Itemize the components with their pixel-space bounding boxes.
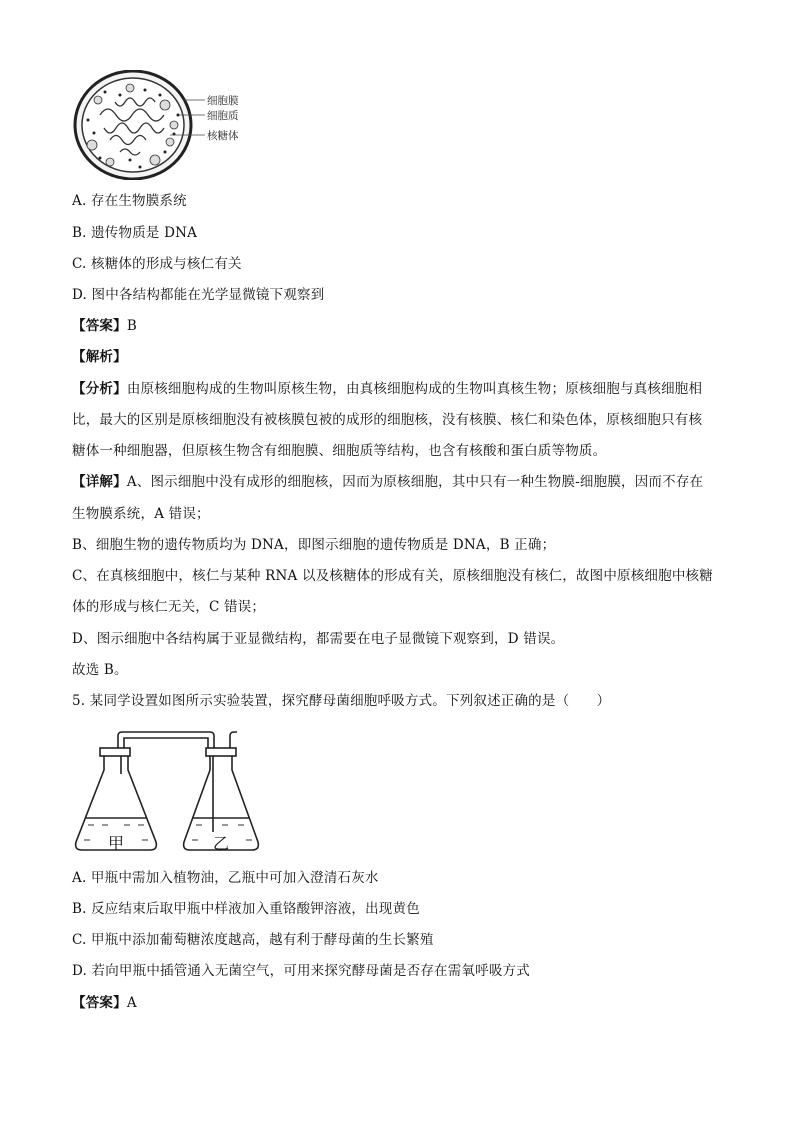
q4-detail-text-1: A、图示细胞中没有成形的细胞核，因而为原核细胞，其中只有一种生物膜-细胞膜，因而不存在 [126, 474, 704, 490]
label-cytoplasm: 细胞质 [207, 110, 239, 122]
q4-detail-line-4: C、在真核细胞中，核仁与某种 RNA 以及核糖体的形成有关，原核细胞没有核仁，故图中原核细胞中核糖 [72, 568, 713, 584]
q4-answer-label: 【答案】 [72, 318, 127, 334]
q5-answer [72, 993, 137, 1013]
q4-analysis-line-2: 比，最大的区别是原核细胞没有被核膜包被的成形的细胞核，没有核膜、核仁和染色体，原核细胞只有核 [72, 412, 703, 428]
q5-answer-label: 【答案】 [72, 995, 127, 1011]
q4-analysis-label: 【解析】 [72, 349, 127, 365]
flask-apparatus [72, 722, 272, 862]
q5-stem: 5. 某同学设置如图所示实验装置，探究酵母菌细胞呼吸方式。下列叙述正确的是（ ） [72, 693, 611, 709]
label-ribosome: 核糖体 [207, 130, 239, 142]
q4-detail-line-3: B、细胞生物的遗传物质均为 DNA，即图示细胞的遗传物质是 DNA，B 正确； [72, 537, 556, 553]
cell-diagram [70, 70, 290, 180]
q4-detail-line-2: 生物膜系统，A 错误； [72, 506, 210, 522]
q5-option-b: B. 反应结束后取甲瓶中样液加入重铬酸钾溶液，出现黄色 [72, 901, 420, 917]
q5-option-d: D. 若向甲瓶中插管通入无菌空气，可用来探究酵母菌是否存在需氧呼吸方式 [72, 963, 530, 979]
q4-answer [72, 316, 137, 336]
q5-answer-value: A [126, 995, 137, 1011]
q5-option-a: A. 甲瓶中需加入植物油，乙瓶中可加入澄清石灰水 [72, 870, 379, 886]
q4-detail-line-6: D、图示细胞中各结构属于亚显微结构，都需要在电子显微镜下观察到，D 错误。 [72, 631, 565, 647]
q4-option-b: B. 遗传物质是 DNA [72, 225, 198, 241]
flask-2-stopper [206, 748, 236, 756]
flask-1-stopper [100, 748, 130, 756]
q4-analysis-text-1: 由原核细胞构成的生物叫原核生物，由真核细胞构成的生物叫真核生物；原核细胞与真核细胞相 [126, 381, 703, 397]
outlet-tube [230, 732, 237, 748]
q4-analysis-tag: 【分析】 [72, 381, 127, 397]
q4-detail-line-7: 故选 B。 [72, 662, 128, 678]
cell-membrane [82, 78, 184, 172]
flask-2-label: 乙 [212, 834, 230, 853]
q4-answer-value: B [126, 318, 137, 334]
q4-detail-line-5: 体的形成与核仁无关，C 错误； [72, 599, 266, 615]
flask-1-label: 甲 [107, 834, 125, 853]
q4-option-c: C. 核糖体的形成与核仁有关 [72, 256, 242, 272]
connecting-tube-inner [124, 738, 208, 748]
q4-analysis-line-1 [72, 379, 702, 399]
q4-option-d: D. 图中各结构都能在光学显微镜下观察到 [72, 287, 325, 303]
q4-detail-tag: 【详解】 [72, 474, 127, 490]
label-cell-membrane: 细胞膜 [207, 95, 239, 107]
q4-analysis-line-3: 糖体一种细胞器，但原核生物含有细胞膜、细胞质等结构，也含有核酸和蛋白质等物质。 [72, 443, 607, 459]
connecting-tube [118, 732, 214, 748]
q4-option-a: A. 存在生物膜系统 [72, 193, 187, 209]
q5-option-c: C. 甲瓶中添加葡萄糖浓度越高，越有利于酵母菌的生长繁殖 [72, 932, 434, 948]
flask-apparatus-svg [72, 722, 272, 862]
q4-detail-line-1 [72, 472, 703, 492]
cell-diagram-svg [70, 70, 290, 180]
